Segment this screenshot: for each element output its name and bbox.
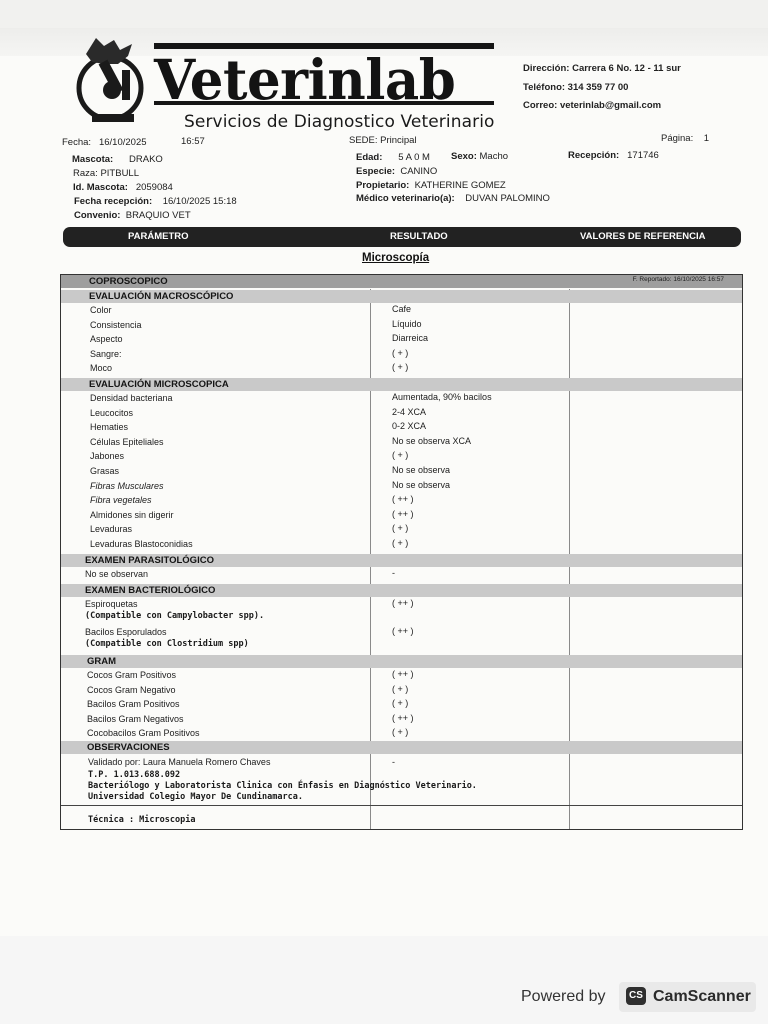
row-value: ( + ) bbox=[392, 683, 409, 694]
report-sede: SEDE: Principal bbox=[349, 135, 417, 146]
row-value: Cafe bbox=[392, 304, 412, 314]
row-label: Moco bbox=[90, 363, 113, 374]
professional-card: T.P. 1.013.688.092 bbox=[88, 770, 181, 780]
row-label: Color bbox=[90, 305, 112, 315]
results-table bbox=[60, 274, 743, 830]
camscanner-name: CamScanner bbox=[653, 988, 751, 1005]
row-label: Bacilos Gram Negativos bbox=[87, 713, 184, 724]
row-value: ( ++ ) bbox=[392, 494, 414, 505]
row-label: Leucocitos bbox=[90, 407, 134, 418]
row-value: No se observa bbox=[392, 465, 451, 475]
microscope-dog-logo-icon bbox=[70, 34, 152, 130]
row-label: Células Epiteliales bbox=[90, 436, 164, 447]
brand-name: Veterinlab bbox=[154, 47, 456, 113]
row-label: Levaduras Blastoconidias bbox=[90, 539, 193, 549]
pet-owner: Propietario: KATHERINE GOMEZ bbox=[356, 180, 506, 191]
row-label: Consistencia bbox=[90, 319, 142, 330]
row-label: Fibra vegetales bbox=[90, 495, 152, 506]
row-value: ( + ) bbox=[392, 450, 409, 461]
university: Universidad Colegio Mayor De Cundinamarca. bbox=[88, 792, 303, 802]
row-value: ( + ) bbox=[392, 362, 409, 373]
professional-title: Bacteriólogo y Laboratorista Clinica con Énfasis en Diagnóstico Veterinario. bbox=[88, 781, 477, 791]
parasit-title: EXAMEN PARASITOLÓGICO bbox=[85, 555, 214, 566]
row-value: ( + ) bbox=[392, 698, 409, 708]
contact-email: Correo: veterinlab@gmail.com bbox=[523, 100, 662, 111]
report-time: 16:57 bbox=[181, 136, 205, 147]
veterinarian: Médico veterinario(a): DUVAN PALOMINO bbox=[356, 193, 550, 204]
row-value: No se observa XCA bbox=[392, 435, 472, 446]
row-label: Espiroquetas bbox=[85, 599, 138, 609]
row-value: Aumentada, 90% bacilos bbox=[392, 392, 492, 402]
validated-by: Validado por: Laura Manuela Romero Chaves bbox=[88, 757, 271, 767]
row-value: - bbox=[392, 568, 395, 578]
row-value: 2-4 XCA bbox=[392, 406, 427, 417]
row-label: Almidones sin digerir bbox=[90, 509, 174, 520]
row-value: ( ++ ) bbox=[392, 712, 414, 723]
reported-date: F. Reportado: 16/10/2025 16:57 bbox=[632, 276, 724, 283]
obs-title: OBSERVACIONES bbox=[87, 742, 170, 753]
camscanner-logo bbox=[619, 982, 756, 1012]
row-value: Líquido bbox=[392, 318, 422, 329]
reception-date: Fecha recepción: 16/10/2025 15:18 bbox=[74, 196, 237, 207]
technique-divider bbox=[61, 805, 742, 806]
column-reference: VALORES DE REFERENCIA bbox=[580, 231, 706, 242]
brand-logo bbox=[70, 34, 500, 134]
row-note: (Compatible con Campylobacter spp). bbox=[85, 611, 265, 621]
row-label: Aspecto bbox=[90, 334, 123, 345]
row-label: Hematies bbox=[90, 422, 129, 433]
row-label: Cocos Gram Negativo bbox=[87, 684, 176, 695]
row-note: (Compatible con Clostridium spp) bbox=[85, 639, 249, 649]
row-label: Cocobacilos Gram Positivos bbox=[87, 728, 200, 738]
section-title: Microscopía bbox=[362, 252, 430, 264]
row-value: ( ++ ) bbox=[392, 508, 414, 519]
pet-sex: Sexo: Macho bbox=[451, 151, 509, 162]
row-label: Jabones bbox=[90, 451, 125, 462]
row-value: ( + ) bbox=[392, 727, 409, 737]
row-label: Grasas bbox=[90, 466, 120, 476]
row-value: No se observa bbox=[392, 479, 451, 490]
page-number: Página: 1 bbox=[661, 133, 710, 144]
row-label: Sangre: bbox=[90, 348, 122, 359]
row-label: No se observan bbox=[85, 569, 149, 579]
validated-value: - bbox=[392, 757, 395, 767]
table-main-title: COPROSCOPICO bbox=[89, 276, 168, 287]
pet-id: Id. Mascota: 2059084 bbox=[73, 182, 173, 193]
row-value: ( + ) bbox=[392, 538, 409, 548]
results-column-header bbox=[63, 227, 741, 247]
bact-title: EXAMEN BACTERIOLÓGICO bbox=[85, 585, 216, 596]
brand-subtitle: Servicios de Diagnostico Veterinario bbox=[184, 112, 495, 132]
pet-species: Especie: CANINO bbox=[356, 166, 438, 177]
row-label: Bacilos Esporulados bbox=[85, 627, 167, 637]
row-value: ( ++ ) bbox=[392, 626, 414, 636]
camscanner-badge-icon: CS bbox=[626, 987, 646, 1005]
row-value: 0-2 XCA bbox=[392, 421, 427, 432]
pet-breed: Raza: PITBULL bbox=[73, 168, 139, 179]
column-result: RESULTADO bbox=[390, 231, 448, 242]
agreement: Convenio: BRAQUIO VET bbox=[74, 210, 191, 221]
row-value: Diarreica bbox=[392, 333, 429, 344]
report-date: Fecha: 16/10/2025 bbox=[62, 137, 147, 148]
row-value: ( ++ ) bbox=[392, 669, 414, 679]
pet-age: Edad: 5 A 0 M bbox=[356, 152, 430, 163]
row-label: Bacilos Gram Positivos bbox=[87, 699, 180, 709]
row-value: ( + ) bbox=[392, 523, 409, 534]
micro-title: EVALUACIÓN MICROSCOPICA bbox=[89, 379, 229, 390]
column-parameter: PARÁMETRO bbox=[128, 231, 189, 242]
band-gram bbox=[61, 655, 742, 668]
reception-number: Recepción: 171746 bbox=[568, 150, 659, 161]
row-value: ( ++ ) bbox=[392, 598, 414, 608]
row-label: Fibras Musculares bbox=[90, 480, 164, 491]
gram-title: GRAM bbox=[87, 656, 117, 667]
technique: Técnica : Microscopia bbox=[88, 815, 196, 825]
contact-phone: Teléfono: 314 359 77 00 bbox=[523, 82, 629, 93]
row-label: Densidad bacteriana bbox=[90, 393, 173, 403]
contact-address: Dirección: Carrera 6 No. 12 - 11 sur bbox=[523, 63, 681, 74]
powered-by-text: Powered by bbox=[521, 988, 606, 1005]
row-label: Levaduras bbox=[90, 524, 133, 535]
row-label: Cocos Gram Positivos bbox=[87, 670, 177, 680]
row-value: ( + ) bbox=[392, 347, 409, 358]
pet-name: Mascota: DRAKO bbox=[72, 154, 163, 165]
macro-title: EVALUACIÓN MACROSCÓPICO bbox=[89, 291, 234, 302]
